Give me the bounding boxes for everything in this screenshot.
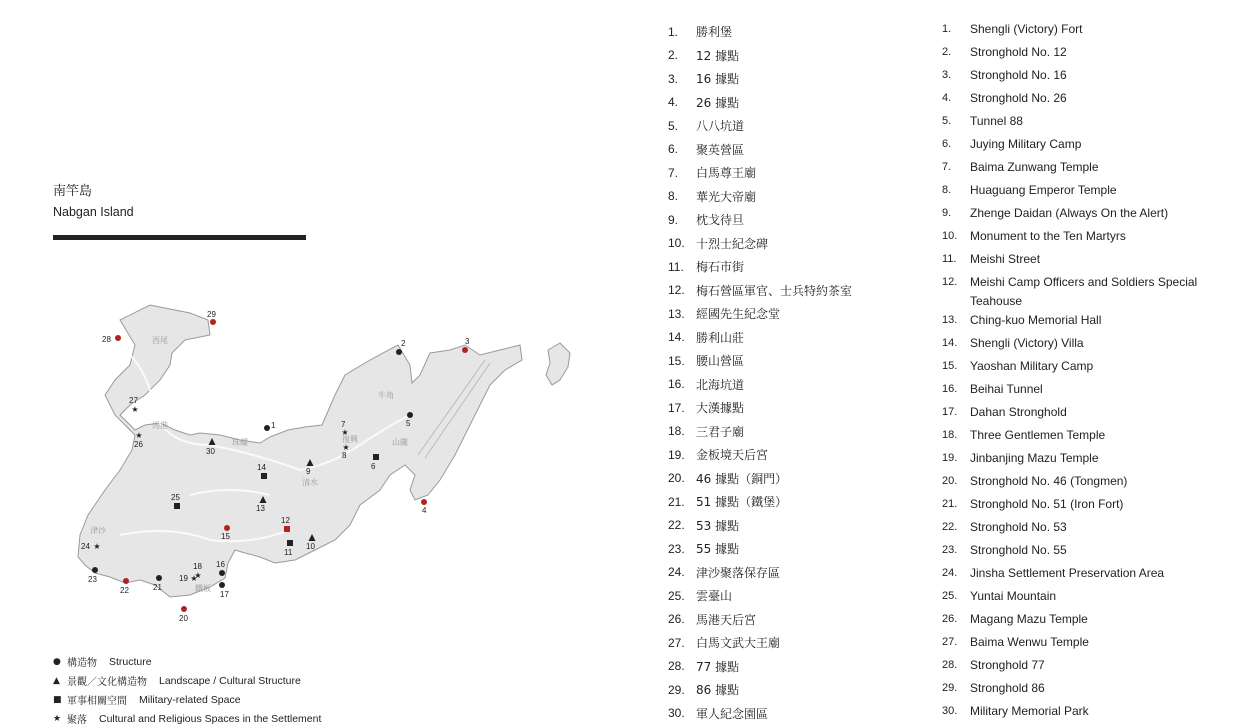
site-en-item xyxy=(942,273,1212,311)
settlement-marker-icon: ★ xyxy=(135,431,143,440)
site-zh-item xyxy=(668,584,852,608)
island-title-zh: 南竿島 xyxy=(53,184,93,199)
military-marker-red-icon xyxy=(284,526,290,532)
site-en-name: Juying Military Camp xyxy=(970,137,1082,151)
marker-number-label: 21 xyxy=(153,583,162,592)
site-zh-item xyxy=(668,561,852,585)
site-en-item xyxy=(942,357,1212,380)
site-zh-number: 15. xyxy=(668,353,685,368)
marker-number-label: 19 xyxy=(179,574,188,583)
marker-number-label: 17 xyxy=(220,590,229,599)
marker-number-label: 18 xyxy=(193,562,202,571)
site-zh-name: 梅石營區軍官、士兵特約茶室 xyxy=(696,283,853,298)
military-marker-icon xyxy=(261,473,267,479)
site-en-name: Beihai Tunnel xyxy=(970,382,1043,396)
site-zh-item xyxy=(668,208,852,232)
site-zh-item xyxy=(668,302,852,326)
site-zh-item xyxy=(668,702,852,726)
site-en-name: Tunnel 88 xyxy=(970,114,1023,128)
site-zh-name: 勝利山莊 xyxy=(696,330,745,345)
place-name-label: 馬港 xyxy=(152,421,168,430)
marker-number-label: 15 xyxy=(221,532,230,541)
site-en-name: Jinbanjing Mazu Temple xyxy=(970,451,1099,465)
site-en-name: Magang Mazu Temple xyxy=(970,612,1088,626)
legend-symbol-icon: ★ xyxy=(53,713,62,724)
marker-number-label: 11 xyxy=(284,548,293,557)
legend-label-zh: 構造物 xyxy=(67,658,97,669)
site-en-number: 20. xyxy=(942,475,958,487)
site-zh-name: 16 據點 xyxy=(696,72,740,87)
site-zh-item xyxy=(668,396,852,420)
site-zh-number: 23. xyxy=(668,541,685,556)
site-zh-number: 6. xyxy=(668,142,679,157)
site-zh-number: 14. xyxy=(668,330,685,345)
site-zh-name: 77 據點 xyxy=(696,659,740,674)
site-zh-item xyxy=(668,232,852,256)
place-name-label: 復興 xyxy=(342,435,358,444)
site-zh-item xyxy=(668,678,852,702)
site-zh-item xyxy=(668,67,852,91)
structure-marker-red-icon xyxy=(462,347,468,353)
structure-marker-icon xyxy=(92,567,98,573)
site-en-name: Stronghold No. 16 xyxy=(970,68,1067,82)
site-en-number: 21. xyxy=(942,498,958,510)
structure-marker-red-icon xyxy=(115,335,121,341)
site-en-item xyxy=(942,311,1212,334)
site-zh-item xyxy=(668,467,852,491)
legend-label-zh: 軍事相關空間 xyxy=(67,696,127,707)
legend-label-en: Military-related Space xyxy=(139,693,241,706)
site-en-name: Ching-kuo Memorial Hall xyxy=(970,313,1102,327)
site-zh-item xyxy=(668,631,852,655)
site-en-item xyxy=(942,587,1212,610)
legend-row xyxy=(53,671,473,690)
site-en-item xyxy=(942,135,1212,158)
site-zh-item xyxy=(668,514,852,538)
site-zh-name: 八八坑道 xyxy=(696,119,745,134)
site-zh-name: 86 據點 xyxy=(696,683,740,698)
site-zh-name: 枕戈待旦 xyxy=(696,213,745,228)
site-en-item xyxy=(942,702,1212,725)
site-zh-number: 17. xyxy=(668,400,685,415)
structure-marker-icon xyxy=(396,349,402,355)
legend-symbol-icon: ▲ xyxy=(53,675,60,686)
settlement-marker-icon: ★ xyxy=(341,428,349,437)
islet-shape xyxy=(546,343,570,385)
marker-number-label: 10 xyxy=(306,542,315,551)
site-en-item xyxy=(942,426,1212,449)
site-en-number: 30. xyxy=(942,705,958,717)
site-en-number: 11. xyxy=(942,253,957,265)
site-zh-number: 10. xyxy=(668,236,685,251)
site-zh-number: 5. xyxy=(668,118,679,133)
site-zh-item xyxy=(668,373,852,397)
marker-number-label: 9 xyxy=(306,467,311,476)
site-zh-name: 勝利堡 xyxy=(696,25,733,40)
site-zh-number: 13. xyxy=(668,306,685,321)
marker-number-label: 1 xyxy=(271,421,276,430)
site-zh-item xyxy=(668,138,852,162)
site-zh-number: 9. xyxy=(668,212,679,227)
site-en-name: Zhenge Daidan (Always On the Alert) xyxy=(970,206,1169,220)
site-en-name: Dahan Stronghold xyxy=(970,405,1067,419)
site-en-number: 8. xyxy=(942,184,952,196)
site-en-number: 27. xyxy=(942,636,958,648)
marker-number-label: 5 xyxy=(406,419,411,428)
site-en-name: Stronghold No. 12 xyxy=(970,45,1067,59)
site-zh-item xyxy=(668,114,852,138)
structure-marker-red-icon xyxy=(123,578,129,584)
site-en-item xyxy=(942,541,1212,564)
structure-marker-red-icon xyxy=(421,499,427,505)
site-zh-item xyxy=(668,443,852,467)
marker-number-label: 23 xyxy=(88,575,97,584)
military-marker-icon xyxy=(373,454,379,460)
site-zh-number: 22. xyxy=(668,518,685,533)
site-en-name: Military Memorial Park xyxy=(970,704,1089,718)
site-list-en xyxy=(942,20,1212,725)
site-en-number: 23. xyxy=(942,544,958,556)
site-en-item xyxy=(942,610,1212,633)
site-en-number: 1. xyxy=(942,23,952,35)
site-en-name: Stronghold No. 53 xyxy=(970,520,1067,534)
site-zh-item xyxy=(668,655,852,679)
island-map xyxy=(60,295,580,625)
site-en-name: Meishi Camp Officers and Soldiers Special Teahouse xyxy=(970,275,1198,308)
site-en-number: 2. xyxy=(942,46,952,58)
site-zh-number: 11. xyxy=(668,259,684,274)
marker-number-label: 26 xyxy=(134,440,143,449)
site-en-name: Baima Zunwang Temple xyxy=(970,160,1099,174)
site-zh-number: 1. xyxy=(668,24,679,39)
structure-marker-icon xyxy=(264,425,270,431)
site-en-item xyxy=(942,380,1212,403)
site-zh-item xyxy=(668,255,852,279)
site-zh-name: 三君子廟 xyxy=(696,424,745,439)
site-en-number: 17. xyxy=(942,406,958,418)
site-en-name: Huaguang Emperor Temple xyxy=(970,183,1117,197)
site-zh-number: 18. xyxy=(668,424,685,439)
site-en-item xyxy=(942,204,1212,227)
site-zh-item xyxy=(668,490,852,514)
site-zh-item xyxy=(668,420,852,444)
site-en-item xyxy=(942,403,1212,426)
site-en-item xyxy=(942,112,1212,135)
legend-symbol-icon: ■ xyxy=(53,694,62,705)
site-en-item xyxy=(942,66,1212,89)
settlement-marker-icon: ★ xyxy=(342,443,350,452)
marker-number-label: 8 xyxy=(342,451,347,460)
place-name-label: 牛角 xyxy=(378,391,394,400)
marker-number-label: 30 xyxy=(206,447,215,456)
marker-number-label: 27 xyxy=(129,396,138,405)
structure-marker-icon xyxy=(219,582,225,588)
site-zh-name: 聚英營區 xyxy=(696,142,745,157)
site-en-item xyxy=(942,227,1212,250)
site-en-name: Monument to the Ten Martyrs xyxy=(970,229,1126,243)
site-en-number: 10. xyxy=(942,230,958,242)
structure-marker-red-icon xyxy=(181,606,187,612)
site-zh-name: 大漢據點 xyxy=(696,401,745,416)
settlement-marker-icon: ★ xyxy=(131,405,139,414)
site-zh-number: 29. xyxy=(668,682,685,697)
site-en-item xyxy=(942,250,1212,273)
legend-label-en: Landscape / Cultural Structure xyxy=(159,674,301,687)
marker-number-label: 22 xyxy=(120,586,129,595)
site-en-number: 15. xyxy=(942,360,958,372)
site-en-name: Baima Wenwu Temple xyxy=(970,635,1089,649)
site-zh-name: 十烈士紀念碑 xyxy=(696,236,769,251)
marker-number-label: 14 xyxy=(257,463,266,472)
site-en-name: Stronghold 77 xyxy=(970,658,1045,672)
site-zh-number: 19. xyxy=(668,447,685,462)
site-zh-number: 28. xyxy=(668,659,685,674)
legend-row xyxy=(53,690,473,709)
site-zh-number: 27. xyxy=(668,635,685,650)
site-en-item xyxy=(942,679,1212,702)
site-en-item xyxy=(942,181,1212,204)
site-en-number: 5. xyxy=(942,115,952,127)
site-zh-name: 51 據點（鐵堡） xyxy=(696,495,788,510)
site-zh-number: 16. xyxy=(668,377,685,392)
place-name-label: 山隴 xyxy=(392,438,408,447)
site-en-name: Yaoshan Military Camp xyxy=(970,359,1094,373)
site-zh-name: 53 據點 xyxy=(696,518,740,533)
site-en-item xyxy=(942,449,1212,472)
site-en-number: 24. xyxy=(942,567,958,579)
site-en-item xyxy=(942,89,1212,112)
structure-marker-icon xyxy=(407,412,413,418)
site-en-number: 7. xyxy=(942,161,952,173)
site-zh-name: 梅石市街 xyxy=(696,260,745,275)
site-list-zh xyxy=(668,20,852,725)
site-en-name: Three Gentlemen Temple xyxy=(970,428,1106,442)
marker-number-label: 20 xyxy=(179,614,188,623)
site-zh-name: 白馬文武大王廟 xyxy=(696,636,781,651)
site-zh-name: 華光大帝廟 xyxy=(696,189,757,204)
site-en-number: 18. xyxy=(942,429,958,441)
site-zh-item xyxy=(668,44,852,68)
site-en-name: Stronghold No. 46 (Tongmen) xyxy=(970,474,1128,488)
site-en-name: Stronghold 86 xyxy=(970,681,1045,695)
marker-number-label: 25 xyxy=(171,493,180,502)
title-divider xyxy=(53,235,306,240)
site-en-number: 29. xyxy=(942,682,958,694)
place-name-label: 鐵板 xyxy=(195,584,211,593)
site-en-number: 26. xyxy=(942,613,958,625)
site-zh-name: 北海坑道 xyxy=(696,377,745,392)
site-zh-number: 21. xyxy=(668,494,685,509)
site-en-item xyxy=(942,633,1212,656)
marker-number-label: 24 xyxy=(81,542,90,551)
structure-marker-red-icon xyxy=(224,525,230,531)
marker-number-label: 16 xyxy=(216,560,225,569)
site-en-number: 13. xyxy=(942,314,958,326)
place-name-label: 珠螺 xyxy=(232,438,248,447)
site-en-item xyxy=(942,656,1212,679)
site-en-name: Stronghold No. 55 xyxy=(970,543,1067,557)
legend-label-en: Structure xyxy=(109,655,152,668)
site-zh-name: 腰山營區 xyxy=(696,354,745,369)
legend-label-en: Cultural and Religious Spaces in the Settlement xyxy=(99,712,322,725)
site-zh-number: 4. xyxy=(668,95,679,110)
site-en-name: Yuntai Mountain xyxy=(970,589,1057,603)
site-en-item xyxy=(942,20,1212,43)
place-name-label: 清水 xyxy=(302,478,318,487)
site-en-number: 25. xyxy=(942,590,958,602)
site-zh-name: 軍人紀念園區 xyxy=(696,706,769,721)
site-en-number: 14. xyxy=(942,337,958,349)
site-zh-number: 7. xyxy=(668,165,679,180)
marker-number-label: 4 xyxy=(422,506,427,515)
site-en-number: 16. xyxy=(942,383,958,395)
site-zh-name: 白馬尊王廟 xyxy=(696,166,757,181)
site-en-number: 12. xyxy=(942,276,958,288)
legend-symbol-icon: ● xyxy=(53,656,61,667)
military-marker-icon xyxy=(174,503,180,509)
site-zh-number: 12. xyxy=(668,283,685,298)
site-zh-name: 26 據點 xyxy=(696,95,740,110)
site-zh-name: 55 據點 xyxy=(696,542,740,557)
site-en-item xyxy=(942,472,1212,495)
site-en-number: 3. xyxy=(942,69,952,81)
site-zh-name: 馬港天后宮 xyxy=(696,612,757,627)
site-en-item xyxy=(942,564,1212,587)
site-en-name: Stronghold No. 51 (Iron Fort) xyxy=(970,497,1124,511)
legend-label-zh: 景觀／文化構造物 xyxy=(67,677,147,688)
marker-number-label: 6 xyxy=(371,462,376,471)
site-en-name: Shengli (Victory) Fort xyxy=(970,22,1083,36)
site-en-item xyxy=(942,518,1212,541)
legend-row xyxy=(53,652,473,671)
site-zh-item xyxy=(668,608,852,632)
site-zh-item xyxy=(668,161,852,185)
marker-number-label: 12 xyxy=(281,516,290,525)
site-en-number: 6. xyxy=(942,138,952,150)
site-en-name: Shengli (Victory) Villa xyxy=(970,336,1084,350)
site-zh-item xyxy=(668,326,852,350)
site-en-item xyxy=(942,43,1212,66)
site-en-name: Jinsha Settlement Preservation Area xyxy=(970,566,1165,580)
site-zh-number: 8. xyxy=(668,189,679,204)
site-zh-number: 2. xyxy=(668,48,679,63)
place-name-label: 津沙 xyxy=(90,526,106,535)
site-zh-name: 金板境天后宮 xyxy=(696,448,769,463)
military-marker-icon xyxy=(287,540,293,546)
site-zh-item xyxy=(668,91,852,115)
site-en-number: 4. xyxy=(942,92,952,104)
structure-marker-icon xyxy=(156,575,162,581)
structure-marker-icon xyxy=(219,570,225,576)
marker-number-label: 29 xyxy=(207,310,216,319)
site-zh-item xyxy=(668,185,852,209)
marker-number-label: 7 xyxy=(341,420,346,429)
site-zh-name: 津沙聚落保存區 xyxy=(696,565,781,580)
site-en-number: 22. xyxy=(942,521,958,533)
settlement-marker-icon: ★ xyxy=(194,571,202,580)
structure-marker-red-icon xyxy=(210,319,216,325)
marker-number-label: 28 xyxy=(102,335,111,344)
site-zh-item xyxy=(668,279,852,303)
marker-number-label: 3 xyxy=(465,337,470,346)
site-en-item xyxy=(942,334,1212,357)
site-zh-item xyxy=(668,20,852,44)
site-en-item xyxy=(942,158,1212,181)
site-en-number: 28. xyxy=(942,659,958,671)
place-name-label: 西尾 xyxy=(152,336,168,345)
legend-row xyxy=(53,709,473,728)
site-zh-name: 雲臺山 xyxy=(696,589,733,604)
site-en-number: 19. xyxy=(942,452,958,464)
site-zh-item xyxy=(668,537,852,561)
marker-number-label: 2 xyxy=(401,339,406,348)
site-en-name: Stronghold No. 26 xyxy=(970,91,1067,105)
site-zh-number: 24. xyxy=(668,565,685,580)
site-zh-name: 經國先生紀念堂 xyxy=(696,307,781,322)
settlement-marker-icon: ★ xyxy=(190,574,198,583)
island-shape xyxy=(78,305,522,597)
site-zh-item xyxy=(668,349,852,373)
settlement-marker-icon: ★ xyxy=(93,542,101,551)
site-zh-number: 3. xyxy=(668,71,679,86)
site-zh-number: 20. xyxy=(668,471,685,486)
map-legend xyxy=(53,652,473,728)
site-en-name: Meishi Street xyxy=(970,252,1041,266)
site-zh-number: 30. xyxy=(668,706,685,721)
island-title-en: Nabgan Island xyxy=(53,205,134,219)
site-en-number: 9. xyxy=(942,207,952,219)
site-zh-number: 25. xyxy=(668,588,685,603)
legend-label-zh: 聚落 xyxy=(67,715,87,726)
site-zh-number: 26. xyxy=(668,612,685,627)
site-en-item xyxy=(942,495,1212,518)
marker-number-label: 13 xyxy=(256,504,265,513)
site-zh-name: 12 據點 xyxy=(696,48,740,63)
site-zh-name: 46 據點（銅門） xyxy=(696,471,788,486)
